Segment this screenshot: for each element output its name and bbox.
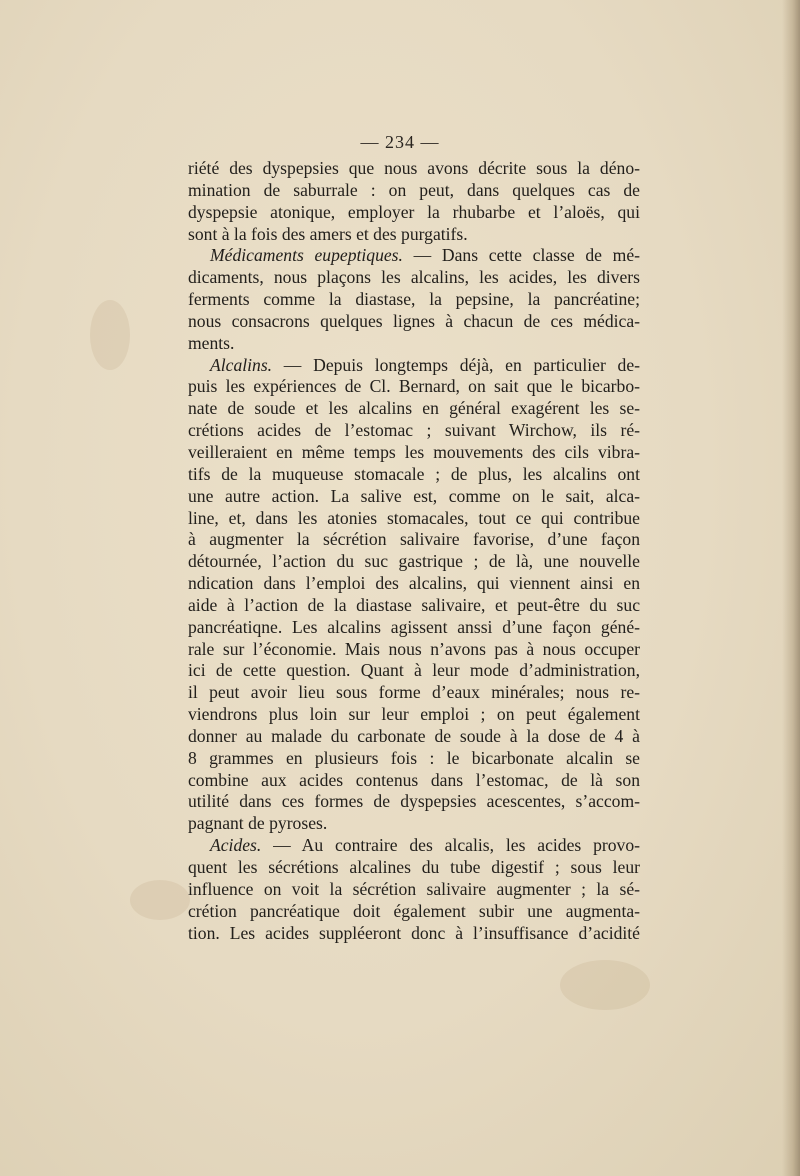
text-line	[188, 202, 640, 224]
text-line	[188, 420, 640, 442]
line-text: dyspepsie atonique, employer la rhubarbe et l’aloës, qui	[188, 201, 640, 222]
line-text: utilité dans ces formes de dyspepsies acescentes, s’accom-	[188, 791, 640, 812]
text-line	[188, 617, 640, 639]
text-line	[188, 835, 640, 857]
text-line	[188, 289, 640, 311]
text-line	[188, 158, 640, 180]
text-line	[188, 486, 640, 508]
text-line	[188, 595, 640, 617]
paper-stain	[130, 880, 190, 920]
line-text: puis les expériences de Cl. Bernard, on sait que le bicarbo-	[188, 376, 640, 397]
text-line	[188, 813, 640, 835]
paper-stain	[560, 960, 650, 1010]
line-text: mination de saburrale : on peut, dans quelques cas de	[188, 179, 640, 200]
text-line	[188, 704, 640, 726]
text-line	[188, 551, 640, 573]
line-text: veilleraient en même temps les mouvements des cils vibra-	[188, 441, 640, 462]
line-text: ici de cette question. Quant à leur mode d’administration,	[188, 660, 640, 681]
line-text: — Au contraire des alcalis, les acides provo-	[261, 835, 640, 856]
line-text: crétions acides de l’estomac ; suivant Wirchow, ils ré-	[188, 420, 640, 441]
text-line	[188, 770, 640, 792]
text-line	[188, 901, 640, 923]
text-line	[188, 726, 640, 748]
line-text: nate de soude et les alcalins en général exagérent les se-	[188, 398, 640, 419]
text-line	[188, 355, 640, 377]
paper-stain	[90, 300, 130, 370]
line-text: rale sur l’économie. Mais nous n’avons pas à nous occuper	[188, 638, 640, 659]
line-text: dicaments, nous plaçons les alcalins, les acides, les divers	[188, 267, 640, 288]
text-line	[188, 267, 640, 289]
text-line	[188, 398, 640, 420]
text-line	[188, 376, 640, 398]
text-line	[188, 791, 640, 813]
line-text: à augmenter la sécrétion salivaire favorise, d’une façon	[188, 529, 640, 550]
text-line	[188, 442, 640, 464]
text-line	[188, 639, 640, 661]
text-line	[188, 879, 640, 901]
line-text: ndication dans l’emploi des alcalins, qui viennent ainsi en	[188, 573, 640, 594]
section-heading: Acides.	[210, 835, 262, 856]
line-text: — Depuis longtemps déjà, en particulier de-	[272, 354, 640, 375]
text-line	[188, 682, 640, 704]
text-line	[188, 573, 640, 595]
line-text: ments.	[188, 332, 235, 353]
text-line	[188, 333, 640, 355]
line-text: il peut avoir lieu sous forme d’eaux minérales; nous re-	[188, 682, 640, 703]
line-text: une autre action. La salive est, comme on le sait, alca-	[188, 485, 640, 506]
line-text: détournée, l’action du suc gastrique ; de là, une nouvelle	[188, 551, 640, 572]
line-text: nous consacrons quelques lignes à chacun de ces médica-	[188, 310, 640, 331]
line-text: ferments comme la diastase, la pepsine, la pancréatine;	[188, 289, 640, 310]
text-line	[188, 180, 640, 202]
text-line	[188, 857, 640, 879]
line-text: donner au malade du carbonate de soude à la dose de 4 à	[188, 725, 640, 746]
text-line	[188, 508, 640, 530]
line-text: crétion pancréatique doit également subir une augmenta-	[188, 900, 640, 921]
line-text: line, et, dans les atonies stomacales, tout ce qui contribue	[188, 507, 640, 528]
line-text: aide à l’action de la diastase salivaire, et peut-être du suc	[188, 594, 640, 615]
text-line	[188, 923, 640, 945]
line-text: 8 grammes en plusieurs fois : le bicarbonate alcalin se	[188, 747, 640, 768]
text-line	[188, 245, 640, 267]
line-text: combine aux acides contenus dans l’estomac, de là son	[188, 769, 640, 790]
page-edge-shadow	[782, 0, 800, 1176]
line-text: sont à la fois des amers et des purgatifs.	[188, 223, 468, 244]
line-text: tion. Les acides suppléeront donc à l’insuffisance d’acidité	[188, 922, 640, 943]
line-text: influence on voit la sécrétion salivaire augmenter ; la sé-	[188, 878, 640, 899]
body-text	[188, 158, 640, 944]
text-line	[188, 748, 640, 770]
page-number: — 234 —	[360, 132, 440, 152]
line-text: riété des dyspepsies que nous avons décrite sous la déno-	[188, 158, 640, 178]
text-line	[188, 464, 640, 486]
line-text: pancréatiqne. Les alcalins agissent anssi d’une façon géné-	[188, 616, 640, 637]
line-text: tifs de la muqueuse stomacale ; de plus, les alcalins ont	[188, 463, 640, 484]
text-line	[188, 311, 640, 333]
text-line	[188, 529, 640, 551]
section-heading: Alcalins.	[210, 354, 273, 375]
line-text: — Dans cette classe de mé-	[402, 245, 640, 266]
text-line	[188, 660, 640, 682]
line-text: viendrons plus loin sur leur emploi ; on peut également	[188, 704, 640, 725]
section-heading: Médicaments eupeptiques.	[210, 245, 403, 266]
line-text: pagnant de pyroses.	[188, 813, 328, 834]
line-text: quent les sécrétions alcalines du tube digestif ; sous leur	[188, 857, 640, 877]
text-line	[188, 224, 640, 246]
